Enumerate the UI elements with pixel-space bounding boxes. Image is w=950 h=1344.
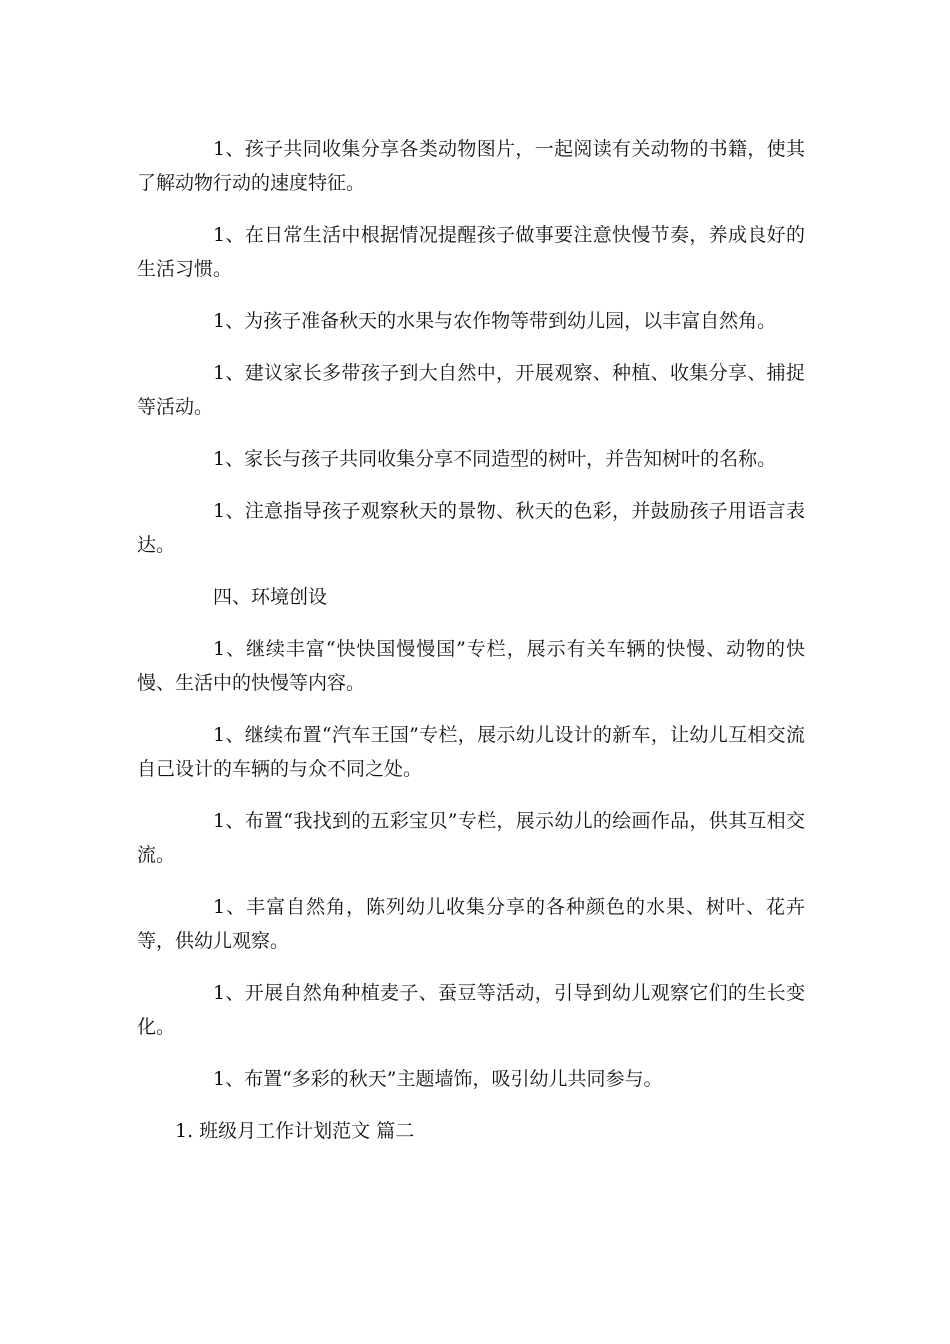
paragraph: 1、布置“我找到的五彩宝贝”专栏，展示幼儿的绘画作品，供其互相交流。	[137, 810, 805, 866]
paragraph: 1、在日常生活中根据情况提醒孩子做事要注意快慢节奏，养成良好的生活习惯。	[137, 224, 805, 280]
paragraph: 1、注意指导孩子观察秋天的景物、秋天的色彩，并鼓励孩子用语言表达。	[137, 500, 805, 556]
paragraph: 1、家长与孩子共同收集分享不同造型的树叶，并告知树叶的名称。	[213, 448, 777, 470]
paragraph: 1、布置“多彩的秋天”主题墙饰，吸引幼儿共同参与。	[213, 1068, 663, 1090]
section-heading: 四、环境创设	[213, 586, 328, 608]
paragraph: 1、继续布置“汽车王国”专栏，展示幼儿设计的新车，让幼儿互相交流自己设计的车辆的与众不同之处。	[137, 724, 805, 780]
paragraph: 1、为孩子准备秋天的水果与农作物等带到幼儿园，以丰富自然角。	[213, 310, 777, 332]
paragraph: 1、丰富自然角，陈列幼儿收集分享的各种颜色的水果、树叶、花卉等，供幼儿观察。	[137, 896, 805, 952]
paragraph: 1、孩子共同收集分享各类动物图片，一起阅读有关动物的书籍，使其了解动物行动的速度特征。	[137, 138, 805, 194]
next-section-title: 1. 班级月工作计划范文 篇二	[175, 1120, 415, 1142]
paragraph: 1、开展自然角种植麦子、蚕豆等活动，引导到幼儿观察它们的生长变化。	[137, 982, 805, 1038]
paragraph: 1、继续丰富“快快国慢慢国”专栏，展示有关车辆的快慢、动物的快慢、生活中的快慢等内容。	[137, 638, 805, 694]
document-body	[137, 132, 805, 1148]
paragraph: 1、建议家长多带孩子到大自然中，开展观察、种植、收集分享、捕捉等活动。	[137, 362, 805, 418]
